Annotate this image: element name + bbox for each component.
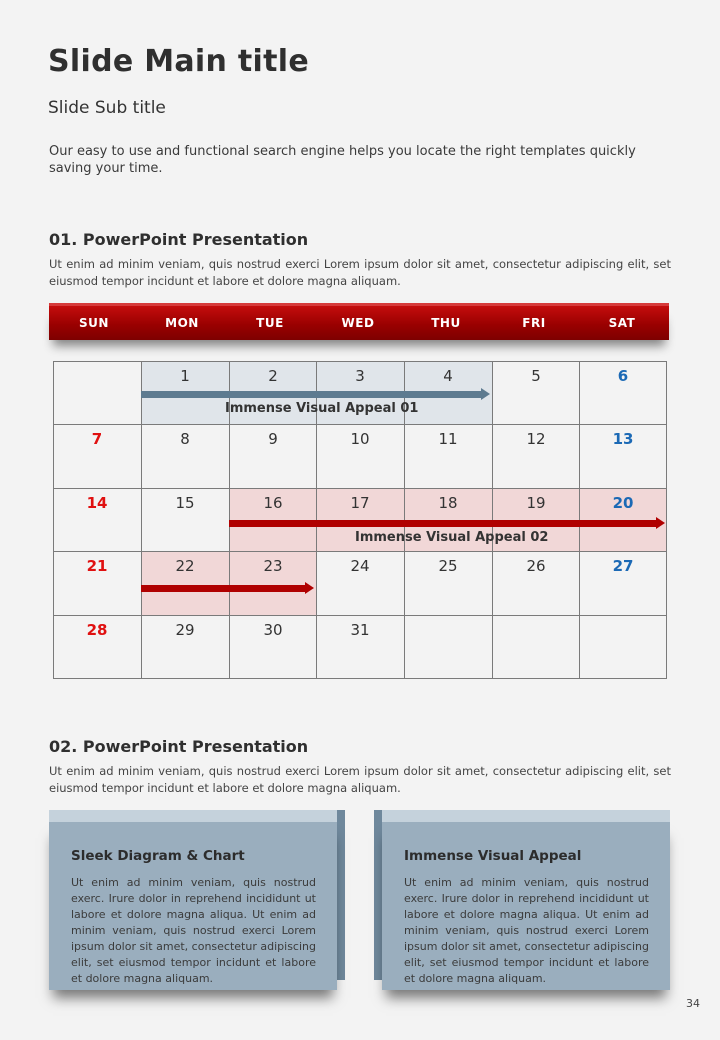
calendar-day: 29 [175, 621, 195, 639]
intro-text: Our easy to use and functional search engine helps you locate the right templates quickly saving your time. [49, 144, 636, 176]
event-01-label: Immense Visual Appeal 01 [225, 401, 419, 416]
section2-body: Ut enim ad minim veniam, quis nostrud exerci Lorem ipsum dolor sit amet, consectetur adipiscing elit, set eiusmod tempor incidunt et labore et dolore magna aliquam. [49, 764, 671, 795]
calendar-day: 26 [526, 557, 546, 575]
calendar-day: 25 [438, 557, 458, 575]
calendar-day: 2 [268, 367, 278, 385]
calendar-day: 7 [91, 430, 103, 448]
section1-body: Ut enim ad minim veniam, quis nostrud exerci Lorem ipsum dolor sit amet, consectetur adipiscing elit, set eiusmod tempor incidunt et labore et dolore magna aliquam. [49, 257, 671, 288]
card-body: Ut enim ad minim veniam, quis nostrud exerc. Irure dolor in reprehend incididunt ut labore et dolore magna aliqua. Ut enim ad minim veniam, quis nostrud exerci Lorem ipsum dolor sit amet, consectetur adipiscing elit, set eiusmod tempor incidunt et labore et dolore magna aliquam. [71, 876, 316, 985]
event-02-arrow [229, 520, 666, 527]
calendar-header [49, 306, 669, 340]
calendar-day: 28 [86, 621, 108, 639]
calendar-day: 31 [350, 621, 370, 639]
calendar-day: 22 [175, 557, 195, 575]
calendar-day: 23 [263, 557, 283, 575]
calendar-day: 11 [438, 430, 458, 448]
card-title: Immense Visual Appeal [404, 848, 582, 864]
calendar-day: 27 [612, 557, 634, 575]
calendar-day: 15 [175, 494, 195, 512]
calendar-day: 30 [263, 621, 283, 639]
calendar-day: 4 [443, 367, 453, 385]
card-sleek-diagram [49, 810, 345, 990]
calendar-day: 12 [526, 430, 546, 448]
card-body: Ut enim ad minim veniam, quis nostrud exerc. Irure dolor in reprehend incididunt ut labore et dolore magna aliqua. Ut enim ad minim veniam, quis nostrud exerci Lorem ipsum dolor sit amet, consectetur adipiscing elit, set eiusmod tempor incidunt et labore et dolore magna aliquam. [404, 876, 649, 985]
calendar-day: 1 [180, 367, 190, 385]
page-subtitle: Slide Sub title [48, 98, 166, 118]
calendar-day: 16 [263, 494, 283, 512]
day-tue: TUE [256, 316, 284, 330]
calendar-day: 13 [612, 430, 634, 448]
day-sat: SAT [608, 316, 636, 330]
event-03-arrow [141, 585, 315, 592]
calendar-grid [53, 361, 667, 679]
calendar-day: 17 [350, 494, 370, 512]
page-number: 34 [686, 997, 700, 1010]
calendar-day: 14 [86, 494, 108, 512]
calendar-day: 19 [526, 494, 546, 512]
card-visual-appeal [374, 810, 670, 990]
event-02-label: Immense Visual Appeal 02 [355, 530, 549, 545]
day-sun: SUN [79, 316, 109, 330]
section1-title: 01. PowerPoint Presentation [49, 230, 309, 249]
calendar-day: 10 [350, 430, 370, 448]
calendar-day: 6 [617, 367, 629, 385]
section2-title: 02. PowerPoint Presentation [49, 737, 309, 756]
calendar-day: 8 [180, 430, 190, 448]
card-title: Sleek Diagram & Chart [71, 848, 245, 864]
calendar-day: 3 [355, 367, 365, 385]
calendar-day: 5 [531, 367, 541, 385]
day-wed: WED [341, 316, 375, 330]
calendar-day: 20 [612, 494, 634, 512]
calendar-day: 18 [438, 494, 458, 512]
day-thu: THU [431, 316, 461, 330]
page-title: Slide Main title [48, 44, 310, 79]
calendar-day: 21 [86, 557, 108, 575]
calendar-day: 9 [268, 430, 278, 448]
day-fri: FRI [522, 316, 546, 330]
calendar-day: 24 [350, 557, 370, 575]
event-01-arrow [141, 391, 491, 398]
day-mon: MON [165, 316, 199, 330]
